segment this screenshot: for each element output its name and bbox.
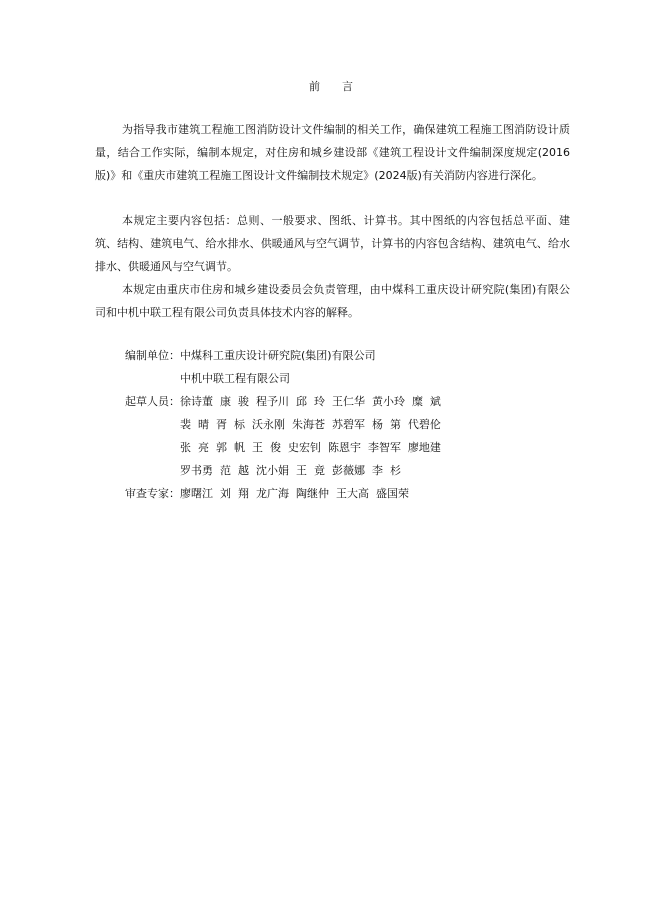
paragraph-management: 本规定由重庆市住房和城乡建设委员会负责管理，由中煤科工重庆设计研究院(集团)有限公司和中机中联工程有限公司负责具体技术内容的解释。 [95, 283, 570, 319]
compiler-unit-2: 中机中联工程有限公司 [180, 372, 290, 385]
drafters-row-4 [95, 459, 565, 482]
drafters-row [95, 390, 565, 413]
compiler-row-2 [95, 367, 565, 390]
drafters-row-3 [95, 436, 565, 459]
compiler-label: 编制单位： [125, 349, 180, 362]
reviewers-line: 廖曙江 刘 翔 龙广海 陶继仲 王大高 盛国荣 [180, 487, 409, 500]
drafters-line-3: 张 亮 郭 帆 王 俊 史宏钊 陈恩宇 李智军 廖地建 [180, 441, 441, 454]
reviewers-row [95, 482, 565, 505]
compiler-row [95, 344, 565, 367]
drafters-line-1: 徐诗董 康 骏 程予川 邱 玲 王仁华 黄小玲 糜 斌 [180, 395, 441, 408]
paragraph-contents: 本规定主要内容包括：总则、一般要求、图纸、计算书。其中图纸的内容包括总平面、建筑、结构、建筑电气、给水排水、供暖通风与空气调节，计算书的内容包含结构、建筑电气、给水排水、供暖通风与空气调节。 [95, 214, 570, 273]
paragraph-purpose: 为指导我市建筑工程施工图消防设计文件编制的相关工作，确保建筑工程施工图消防设计质量，结合工作实际，编制本规定，对住房和城乡建设部《建筑工程设计文件编制深度规定(2016版)》和《重庆市建筑工程施工图设计文件编制技术规定》(2024版)有关消防内容进行深化。 [95, 123, 570, 182]
drafters-line-2: 裴 晴 胥 标 沃永刚 朱海苍 苏碧军 杨 第 代碧伦 [180, 418, 441, 431]
page-title: 前 言 [309, 80, 353, 93]
drafters-row-2 [95, 413, 565, 436]
credits-block [95, 344, 565, 505]
drafters-label: 起草人员： [125, 395, 180, 408]
reviewers-label: 审查专家： [125, 487, 180, 500]
drafters-line-4: 罗书勇 范 越 沈小娟 王 竟 彭薇娜 李 杉 [180, 464, 401, 477]
compiler-unit-1: 中煤科工重庆设计研究院(集团)有限公司 [180, 349, 376, 362]
